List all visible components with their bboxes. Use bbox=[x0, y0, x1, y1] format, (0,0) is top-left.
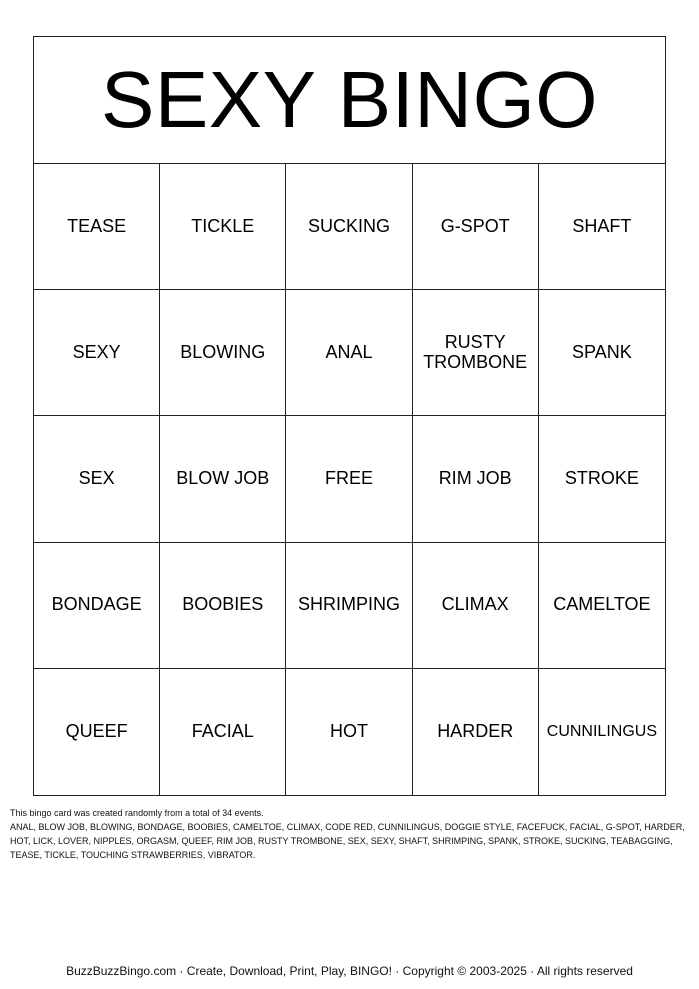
bingo-cell: HARDER bbox=[413, 669, 539, 795]
bingo-cell: BONDAGE bbox=[34, 543, 160, 669]
bingo-cell: SEXY bbox=[34, 290, 160, 416]
bingo-cell: STROKE bbox=[539, 416, 665, 542]
bingo-cell: QUEEF bbox=[34, 669, 160, 795]
event-list-text: ANAL, BLOW JOB, BLOWING, BONDAGE, BOOBIES, CAMELTOE, CLIMAX, CODE RED, CUNNILINGUS, DOGGIE STYLE, FACEFUCK, FACIAL, G-SPOT, HARDER, HOT, LICK, LOVER, NIPPLES, ORGASM, QUEEF, RIM JOB, RUSTY TROMBONE, SEX, SEXY, SHAFT, SHRIMPING, SPANK, STROKE, SUCKING, TEABAGGING, TEASE, TICKLE, TOUCHING STRAWBERRIES, VIBRATOR. bbox=[10, 822, 685, 860]
bingo-cell: SEX bbox=[34, 416, 160, 542]
bingo-cell: RIM JOB bbox=[413, 416, 539, 542]
bingo-cell: RUSTY TROMBONE bbox=[413, 290, 539, 416]
bingo-cell: SHRIMPING bbox=[286, 543, 412, 669]
title-row bbox=[34, 37, 665, 164]
bingo-card bbox=[33, 36, 666, 796]
bingo-cell: FACIAL bbox=[160, 669, 286, 795]
bingo-cell: CAMELTOE bbox=[539, 543, 665, 669]
bingo-cell: SUCKING bbox=[286, 164, 412, 290]
bingo-cell: TEASE bbox=[34, 164, 160, 290]
bingo-cell: ANAL bbox=[286, 290, 412, 416]
bingo-cell: TICKLE bbox=[160, 164, 286, 290]
bingo-cell: HOT bbox=[286, 669, 412, 795]
event-count-text: This bingo card was created randomly from a total of 34 events. bbox=[10, 808, 264, 818]
card-title: SEXY BINGO bbox=[100, 55, 599, 144]
bingo-cell: CLIMAX bbox=[413, 543, 539, 669]
bingo-cell: BLOW JOB bbox=[160, 416, 286, 542]
site-footer: BuzzBuzzBingo.com · Create, Download, Print, Play, BINGO! · Copyright © 2003-2025 · All rights reserved bbox=[66, 964, 633, 978]
bingo-cell: CUNNILINGUS bbox=[546, 723, 657, 741]
bingo-cell: BLOWING bbox=[160, 290, 286, 416]
bingo-cell: BOOBIES bbox=[160, 543, 286, 669]
bingo-grid bbox=[34, 164, 665, 795]
free-space-cell: FREE bbox=[286, 416, 412, 542]
bingo-cell: G-SPOT bbox=[413, 164, 539, 290]
bingo-cell: SHAFT bbox=[539, 164, 665, 290]
event-list-note bbox=[10, 806, 690, 862]
bingo-cell: SPANK bbox=[539, 290, 665, 416]
